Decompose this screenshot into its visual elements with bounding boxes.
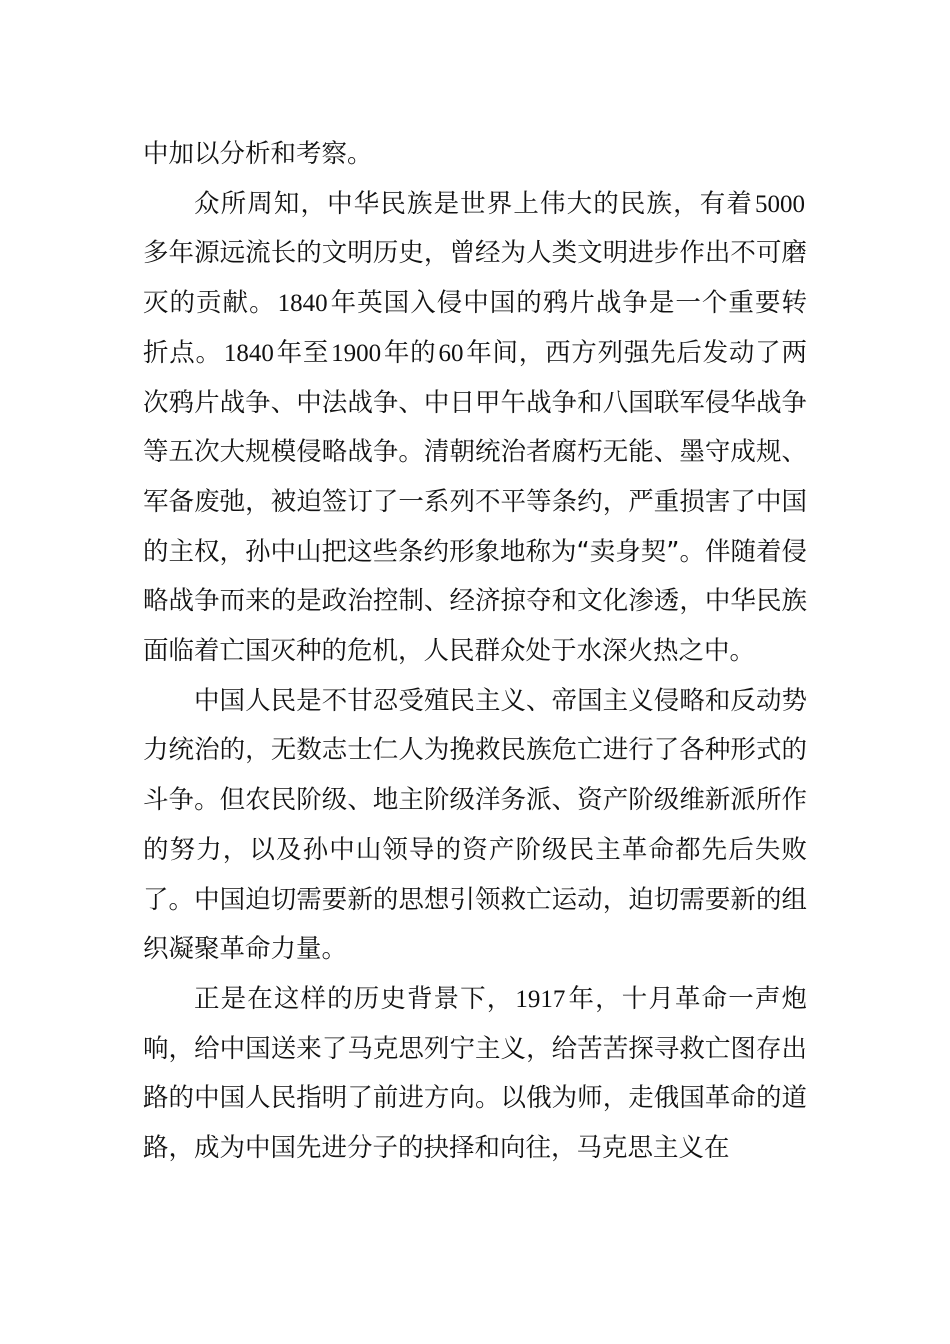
paragraph-2 bbox=[143, 677, 807, 975]
paragraph-text: 中加以分析和考察。 bbox=[143, 139, 373, 169]
paragraph-text: 众所周知，中华民族是世界上伟大的民族，有着 bbox=[194, 188, 753, 219]
document-body bbox=[143, 130, 807, 1174]
paragraph-1 bbox=[143, 180, 807, 677]
paragraph-text: 年间，西方列强先后发动了两次鸦片战争、中法战争、中日甲午战争和八国联军侵华战争等五次大规模侵略战争。清朝统治者腐朽无能、墨守成规、军备废弛，被迫签订了一系列不平等条约，严重损害了中国的主权，孙中山把这些条约形象地称为“卖身契”。伴随着侵略战争而来的是政治控制、经济掠夺和文化渗透，中华民族面临着亡国灭种的危机，人民群众处于水深火热之中。 bbox=[143, 337, 807, 667]
paragraph-text: 年的 bbox=[383, 337, 437, 368]
number-text: 1900 bbox=[331, 339, 382, 367]
paragraph-text: 中国人民是不甘忍受殖民主义、帝国主义侵略和反动势力统治的，无数志士仁人为挽救民族危亡进行了各种形式的斗争。但农民阶级、地主阶级洋务派、资产阶级维新派所作的努力，以及孙中山领导的资产阶级民主革命都先后失败了。中国迫切需要新的思想引领救亡运动，迫切需要新的组织凝聚革命力量。 bbox=[143, 685, 807, 965]
paragraph-text: 多年源远流长的文明历史，曾经为人类文明进步作出不可磨灭的贡献。 bbox=[143, 238, 807, 319]
number-text: 1840 bbox=[223, 339, 274, 367]
paragraph-text: 年至 bbox=[275, 337, 330, 368]
paragraph-3 bbox=[143, 975, 807, 1174]
paragraph-text: 年英国入侵中国的鸦片战争是一个重要转折点。 bbox=[143, 288, 807, 368]
number-text: 1840 bbox=[277, 290, 328, 318]
paragraph-0 bbox=[143, 130, 807, 180]
number-text: 1917 bbox=[515, 985, 566, 1013]
paragraph-text: 年，十月革命一声炮响，给中国送来了马克思列宁主义，给苦苦探寻救亡图存出路的中国人民指明了前进方向。以俄为师，走俄国革命的道路，成为中国先进分子的抉择和向往，马克思主义在 bbox=[143, 983, 807, 1164]
number-text: 5000 bbox=[755, 190, 805, 218]
number-text: 60 bbox=[438, 339, 464, 367]
paragraph-text: 正是在这样的历史背景下， bbox=[194, 983, 514, 1014]
